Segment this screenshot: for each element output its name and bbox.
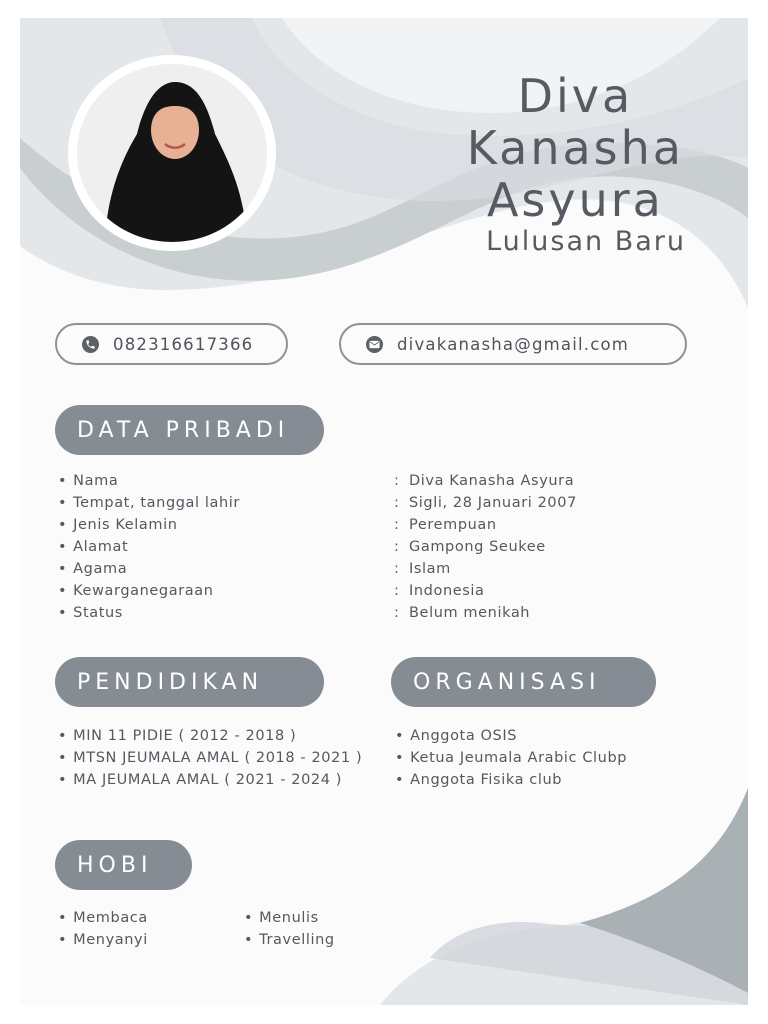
field-value-nama: Diva Kanasha Asyura — [409, 473, 575, 489]
field-label-agama: • Agama — [58, 558, 127, 580]
field-label-ttl: • Tempat, tanggal lahir — [58, 492, 240, 514]
organization-item: • Anggota OSIS — [395, 725, 517, 747]
phone-icon — [82, 336, 99, 353]
field-separator: : — [394, 473, 400, 489]
section-header-data-pribadi: DATA PRIBADI — [55, 405, 324, 455]
field-label-kewarganegaraan: • Kewarganegaraan — [58, 580, 214, 602]
field-separator: : — [394, 605, 400, 621]
full-name — [467, 70, 684, 226]
phone-number: 082316617366 — [113, 334, 254, 354]
field-value-ttl: Sigli, 28 Januari 2007 — [409, 495, 577, 511]
education-item: • MA JEUMALA AMAL ( 2021 - 2024 ) — [58, 769, 342, 791]
field-label-nama: • Nama — [58, 470, 118, 492]
field-label-status: • Status — [58, 602, 123, 624]
organization-item: • Anggota Fisika club — [395, 769, 562, 791]
field-label-jenis-kelamin: • Jenis Kelamin — [58, 514, 178, 536]
subtitle: Lulusan Baru — [486, 226, 686, 257]
section-header-hobi: HOBI — [55, 840, 192, 890]
hobby-item: • Travelling — [244, 929, 335, 951]
email-address: divakanasha@gmail.com — [397, 334, 630, 354]
field-separator: : — [394, 583, 400, 599]
email-pill[interactable] — [339, 323, 687, 365]
field-separator: : — [394, 539, 400, 555]
mail-icon — [366, 336, 383, 353]
hobby-item: • Menulis — [244, 907, 319, 929]
name-line-3: Asyura — [486, 173, 664, 227]
avatar — [77, 64, 267, 242]
section-header-organisasi: ORGANISASI — [391, 657, 656, 707]
organization-item: • Ketua Jeumala Arabic Clubp — [395, 747, 627, 769]
field-separator: : — [394, 495, 400, 511]
name-line-2: Kanasha — [466, 121, 684, 175]
field-separator: : — [394, 517, 400, 533]
section-header-pendidikan: PENDIDIKAN — [55, 657, 324, 707]
education-item: • MTSN JEUMALA AMAL ( 2018 - 2021 ) — [58, 747, 362, 769]
field-separator: : — [394, 561, 400, 577]
field-value-agama: Islam — [409, 561, 451, 577]
education-item: • MIN 11 PIDIE ( 2012 - 2018 ) — [58, 725, 296, 747]
cv-page — [20, 18, 748, 1005]
avatar-portrait — [77, 64, 267, 242]
field-value-status: Belum menikah — [409, 605, 531, 621]
hobby-item: • Menyanyi — [58, 929, 148, 951]
field-value-jenis-kelamin: Perempuan — [409, 517, 497, 533]
field-label-alamat: • Alamat — [58, 536, 128, 558]
phone-pill[interactable] — [55, 323, 288, 365]
name-line-1: Diva — [517, 69, 634, 123]
field-value-kewarganegaraan: Indonesia — [409, 583, 485, 599]
hobby-item: • Membaca — [58, 907, 148, 929]
field-value-alamat: Gampong Seukee — [409, 539, 546, 555]
